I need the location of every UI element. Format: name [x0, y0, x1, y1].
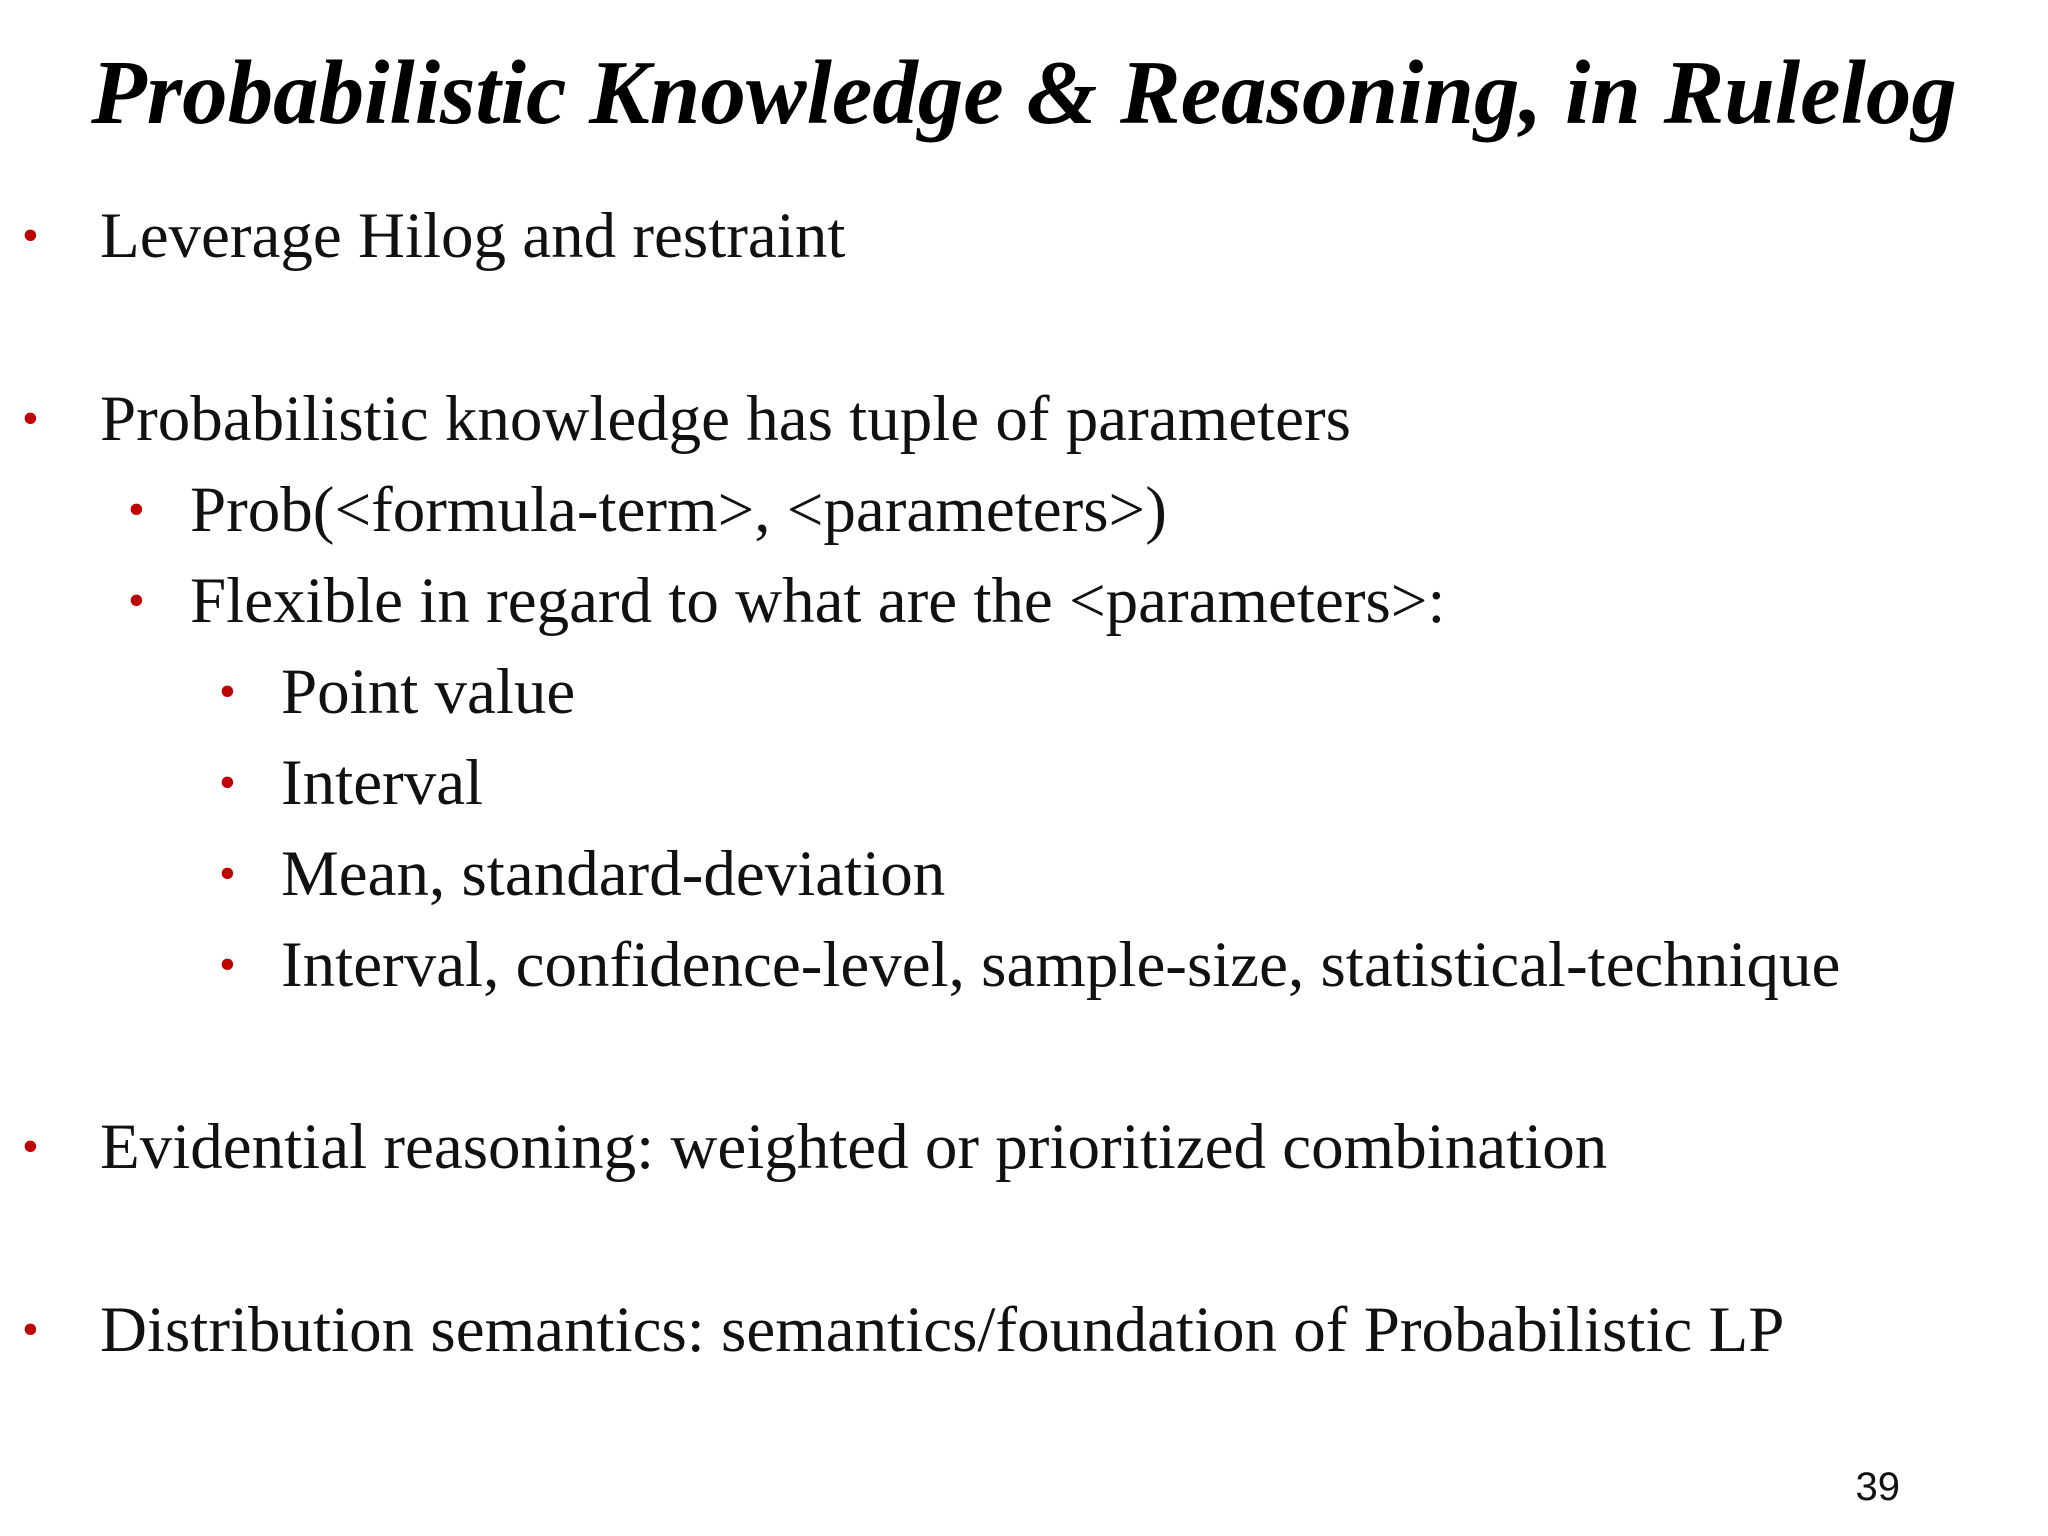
bullet-dot-icon: • [22, 1120, 39, 1173]
bullet-text: Prob(<formula-term>, <parameters>) [190, 474, 1167, 546]
bullet-dot-icon: • [22, 209, 39, 262]
bullet-dot-icon: • [219, 847, 236, 900]
bullet-text: Probabilistic knowledge has tuple of parameters [100, 383, 1351, 455]
slide-title: Probabilistic Knowledge & Reasoning, in Rulelog [91, 42, 1957, 143]
bullet-text: Interval, confidence-level, sample-size, statistical-technique [281, 929, 1841, 1001]
sub-sub-bullet-item [219, 834, 946, 914]
page-number: 39 [1855, 1465, 1900, 1509]
bullet-text: Evidential reasoning: weighted or prioritized combination [100, 1111, 1608, 1183]
sub-sub-bullet-item [219, 743, 484, 823]
bullet-item [22, 1107, 1608, 1187]
sub-sub-bullet-item [219, 652, 576, 732]
bullet-item [22, 379, 1351, 459]
sub-bullet-item [128, 561, 1446, 641]
bullet-dot-icon: • [219, 938, 236, 991]
bullet-dot-icon: • [128, 574, 145, 627]
bullet-dot-icon: • [128, 483, 145, 536]
sub-bullet-item [128, 470, 1167, 550]
bullet-item [22, 1290, 1785, 1370]
bullet-text: Interval [281, 747, 484, 819]
bullet-text: Mean, standard-deviation [281, 838, 946, 910]
bullet-text: Distribution semantics: semantics/foundation of Probabilistic LP [100, 1294, 1785, 1366]
sub-sub-bullet-item [219, 925, 1841, 1005]
bullet-dot-icon: • [219, 665, 236, 718]
bullet-item [22, 196, 846, 276]
bullet-dot-icon: • [22, 392, 39, 445]
bullet-text: Leverage Hilog and restraint [100, 200, 846, 272]
bullet-dot-icon: • [219, 756, 236, 809]
bullet-text: Point value [281, 656, 576, 728]
bullet-dot-icon: • [22, 1303, 39, 1356]
bullet-text: Flexible in regard to what are the <parameters>: [190, 565, 1446, 637]
